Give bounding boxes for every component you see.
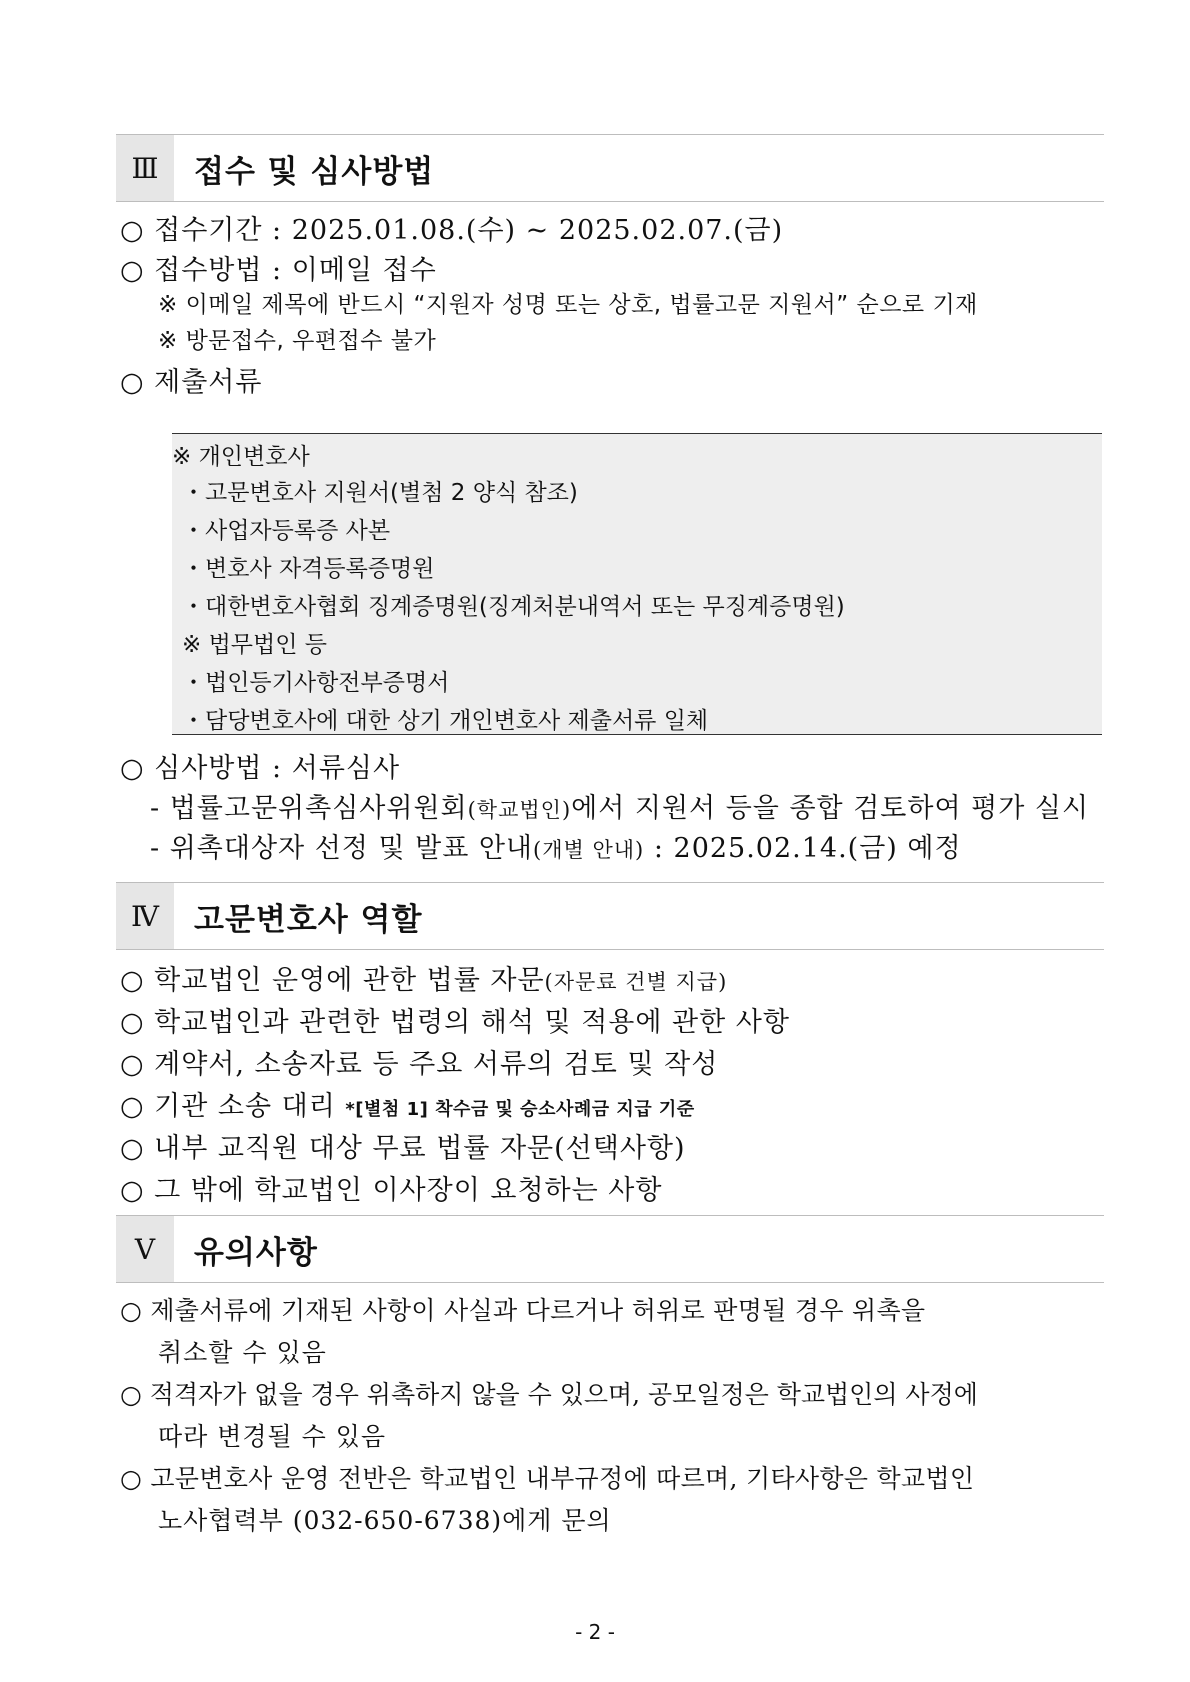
- notice-item-3-line-2: 노사협력부 (032-650-6738)에게 문의: [158, 1506, 612, 1535]
- section-number: Ⅴ: [116, 1216, 174, 1282]
- doc-item: ・담당변호사에 대한 상기 개인변호사 제출서류 일체: [182, 708, 709, 734]
- notice-item-3-line-1: ○ 고문변호사 운영 전반은 학교법인 내부규정에 따르며, 기타사항은 학교법인: [120, 1464, 975, 1493]
- section-title: 유의사항: [194, 1234, 318, 1271]
- review-announcement: [150, 826, 962, 865]
- role-item-1: [120, 958, 727, 997]
- role-item-4-a: ○ 기관 소송 대리: [120, 1091, 346, 1122]
- role-item-1-small: (자문료 건별 지급): [544, 970, 728, 994]
- section-title: 접수 및 심사방법: [194, 153, 435, 190]
- notice-item-1-line-1: ○ 제출서류에 기재된 사항이 사실과 다르거나 허위로 판명될 경우 위촉을: [120, 1296, 926, 1325]
- doc-item: ・대한변호사협회 징계증명원(징계처분내역서 또는 무징계증명원): [182, 594, 845, 620]
- reception-method: ○ 접수방법 : 이메일 접수: [120, 255, 437, 286]
- section-number: Ⅲ: [116, 135, 174, 201]
- individual-header: ※ 개인변호사: [172, 444, 310, 470]
- section-number: Ⅳ: [116, 883, 174, 949]
- notice-item-2-line-1: ○ 적격자가 없을 경우 위촉하지 않을 수 있으며, 공모일정은 학교법인의 사정에: [120, 1380, 978, 1409]
- review-committee-a: - 법률고문위촉심사위원회: [150, 793, 468, 824]
- doc-item: ・고문변호사 지원서(별첨 2 양식 참조): [182, 480, 578, 506]
- review-announcement-small: (개별 안내): [533, 838, 645, 862]
- reception-period: ○ 접수기간 : 2025.01.08.(수) ~ 2025.02.07.(금): [120, 215, 784, 246]
- note-email-subject: ※ 이메일 제목에 반드시 “지원자 성명 또는 상호, 법률고문 지원서” 순으로 기재: [158, 292, 978, 318]
- note-no-visit: ※ 방문접수, 우편접수 불가: [158, 328, 437, 354]
- review-announcement-b: : 2025.02.14.(금) 예정: [644, 833, 962, 864]
- firm-header: ※ 법무법인 등: [182, 632, 327, 658]
- doc-item: ・사업자등록증 사본: [182, 518, 391, 544]
- section-title: 고문변호사 역할: [194, 901, 423, 938]
- review-committee-b: 에서 지원서 등을 종합 검토하여 평가 실시: [571, 793, 1090, 824]
- role-item-1-a: ○ 학교법인 운영에 관한 법률 자문: [120, 965, 545, 996]
- doc-item: ・변호사 자격등록증명원: [182, 556, 435, 582]
- role-item-2: ○ 학교법인과 관련한 법령의 해석 및 적용에 관한 사항: [120, 1007, 790, 1038]
- section-header-4: [116, 882, 1104, 950]
- role-item-5: ○ 내부 교직원 대상 무료 법률 자문(선택사항): [120, 1133, 686, 1164]
- role-item-3: ○ 계약서, 소송자료 등 주요 서류의 검토 및 작성: [120, 1049, 719, 1080]
- section-header-5: [116, 1215, 1104, 1283]
- review-committee-small: (학교법인): [467, 798, 572, 822]
- doc-item: ・법인등기사항전부증명서: [182, 670, 450, 696]
- notice-item-1-line-2: 취소할 수 있음: [158, 1338, 327, 1367]
- page-number: - 2 -: [575, 1620, 615, 1644]
- fee-standard-tag: *[별첨 1] 착수금 및 승소사례금 지급 기준: [345, 1099, 695, 1120]
- section-header-3: [116, 134, 1104, 202]
- role-item-6: ○ 그 밖에 학교법인 이사장이 요청하는 사항: [120, 1175, 663, 1206]
- role-item-4: [120, 1084, 695, 1123]
- notice-item-2-line-2: 따라 변경될 수 있음: [158, 1422, 387, 1451]
- review-committee: [150, 786, 1089, 825]
- review-method: ○ 심사방법 : 서류심사: [120, 753, 401, 784]
- review-announcement-a: - 위촉대상자 선정 및 발표 안내: [150, 833, 534, 864]
- submission-docs: ○ 제출서류: [120, 367, 263, 398]
